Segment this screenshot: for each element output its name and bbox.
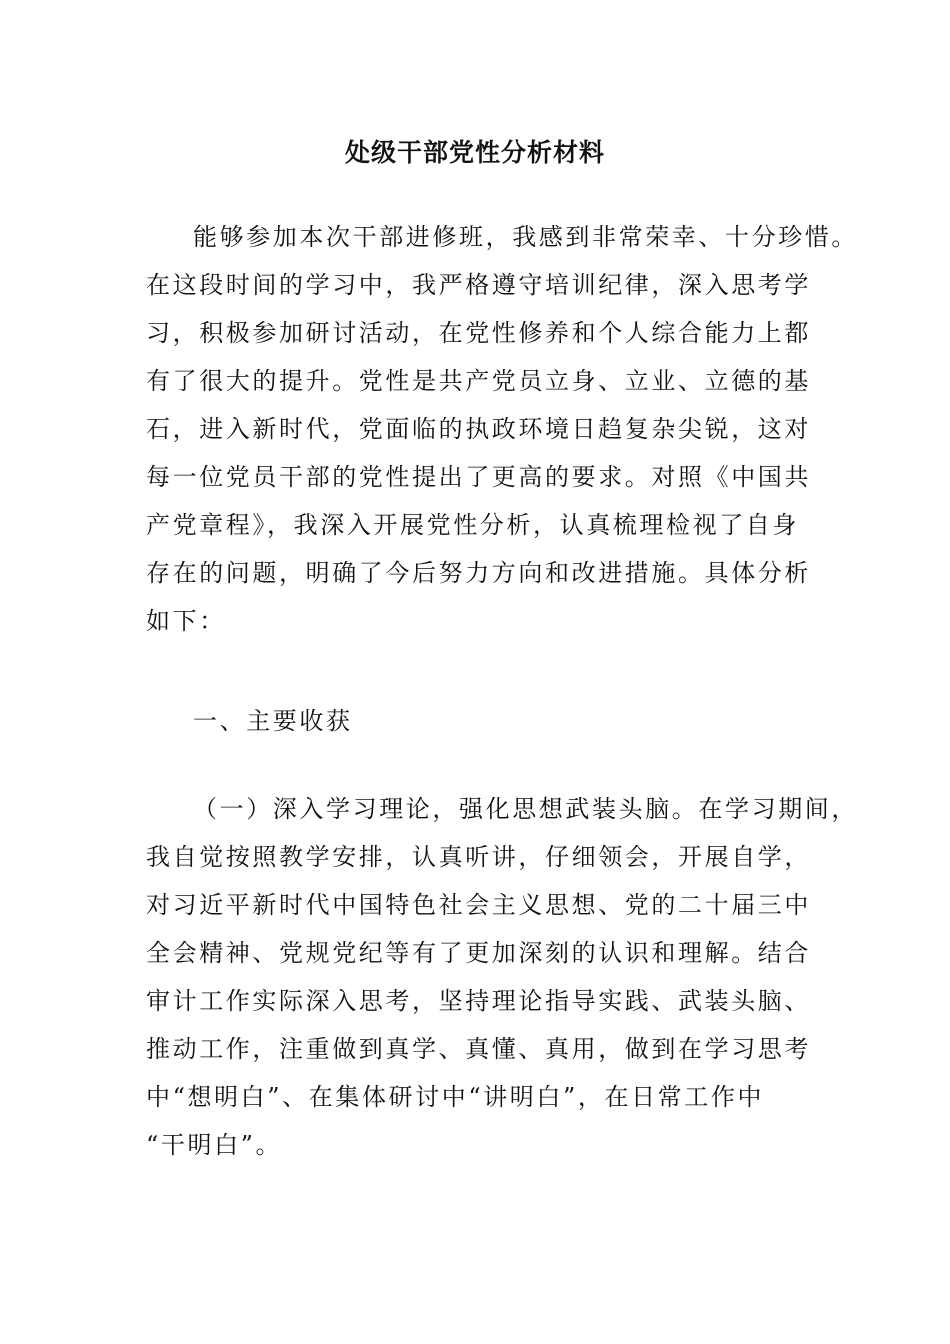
paragraph-line: 对习近平新时代中国特色社会主义思想、党的二十届三中 [146,891,811,919]
paragraph-line: 审计工作实际深入思考，坚持理论指导实践、武装头脑、 [146,987,811,1015]
paragraph-line: 如下： [146,607,226,635]
paragraph-line: （一）深入学习理论，强化思想武装头脑。在学习期间， [193,795,858,823]
paragraph-line: 每一位党员干部的党性提出了更高的要求。对照《中国共 [146,463,811,491]
paragraph-line: 中“想明白”、在集体研讨中“讲明白”，在日常工作中 [146,1083,765,1111]
paragraph-line: 有了很大的提升。党性是共产党员立身、立业、立德的基 [146,367,811,395]
document-title: 处级干部党性分析材料 [344,138,605,167]
paragraph-line: 我自觉按照教学安排，认真听讲，仔细领会，开展自学， [146,843,811,871]
paragraph-line: “干明白”。 [146,1131,283,1159]
paragraph-line: 石，进入新时代，党面临的执政环境日趋复杂尖锐，这对 [146,415,811,443]
paragraph-line: 产党章程》，我深入开展党性分析，认真梳理检视了自身 [146,511,799,539]
paragraph-line: 能够参加本次干部进修班，我感到非常荣幸、十分珍惜。 [193,223,858,251]
paragraph-line: 习，积极参加研讨活动，在党性修养和个人综合能力上都 [146,319,811,347]
section-heading: 一、主要收获 [193,707,353,735]
paragraph-line: 在这段时间的学习中，我严格遵守培训纪律，深入思考学 [146,271,811,299]
paragraph-line: 全会精神、党规党纪等有了更加深刻的认识和理解。结合 [146,939,811,967]
paragraph-line: 推动工作，注重做到真学、真懂、真用，做到在学习思考 [146,1035,811,1063]
paragraph-line: 存在的问题，明确了今后努力方向和改进措施。具体分析 [146,559,811,587]
